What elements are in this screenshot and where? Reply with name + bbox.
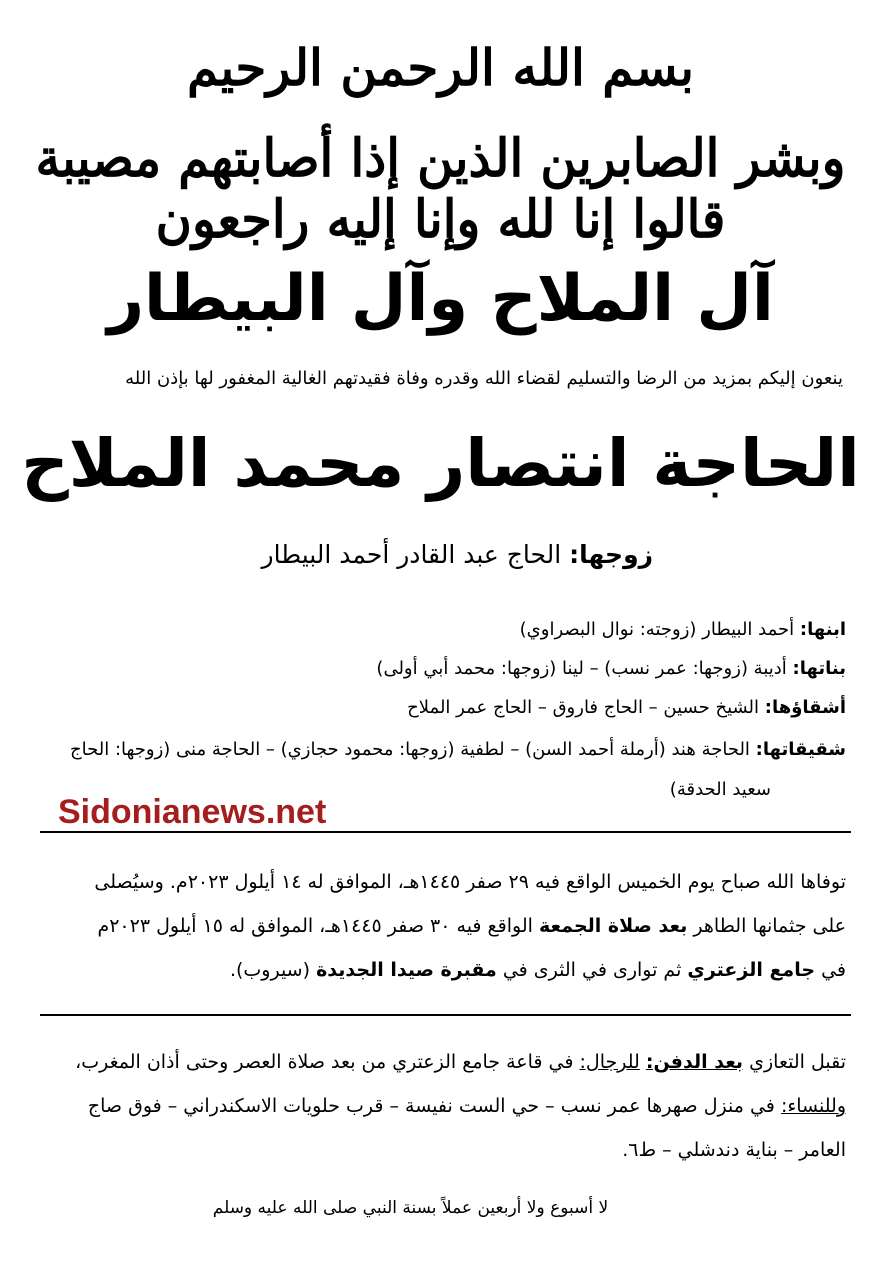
website-watermark: Sidonianews.net <box>58 793 327 831</box>
mosque-name: جامع الزعتري <box>687 959 816 981</box>
brothers-line <box>30 689 846 727</box>
funeral-line-3 <box>36 948 846 992</box>
condolences-intro: تقبل التعازي <box>749 1051 846 1073</box>
announcement-text: ينعون إليكم بمزيد من الرضا والتسليم لقضاء الله وقدره وفاة فقيدتهم الغالية المغفور لها بإذن الله <box>125 368 843 389</box>
husband-line <box>150 540 653 569</box>
brothers-value: الشيخ حسين – الحاج فاروق – الحاج عمر الملاح <box>407 697 760 718</box>
son-label: ابنها: <box>799 619 846 640</box>
deceased-name: الحاجة انتصار محمد الملاح <box>21 425 860 502</box>
husband-label: زوجها: <box>569 540 653 569</box>
quran-verse-calligraphy: وبشر الصابرين الذين إذا أصابتهم مصيبة قالوا إنا لله وإنا إليه راجعون <box>35 128 846 250</box>
funeral-line-2-start: على جثمانها الطاهر <box>693 915 846 937</box>
friday-prayer-text: بعد صلاة الجمعة <box>538 915 688 937</box>
brothers-label: أشقاؤها: <box>764 697 846 718</box>
cemetery-name: مقبرة صيدا الجديدة <box>316 959 497 981</box>
sisters-label: شقيقاتها: <box>755 739 846 760</box>
condolences-men-line <box>36 1040 846 1084</box>
funeral-line-3-end: (سيروب). <box>229 959 311 981</box>
sisters-value: الحاجة هند (أرملة أحمد السن) – لطفية (زوجها: محمود حجازي) – الحاجة منى (زوجها: الحاج <box>70 739 750 760</box>
funeral-line-2 <box>36 904 846 948</box>
divider-bottom <box>40 1014 851 1016</box>
husband-name: الحاج عبد القادر أحمد البيطار <box>261 540 562 569</box>
funeral-line-3-in: في <box>821 959 846 981</box>
after-burial-label: بعد الدفن: <box>645 1051 744 1073</box>
son-line <box>30 611 846 649</box>
son-value: أحمد البيطار (زوجته: نوال البصراوي) <box>519 619 795 640</box>
condolences-women-line-continued: العامر – بناية دندشلي – ط٦. <box>622 1139 846 1161</box>
funeral-line-3-mid: ثم توارى في الثرى في <box>502 959 682 981</box>
daughters-label: بناتها: <box>792 658 846 679</box>
divider-top <box>40 831 851 833</box>
sisters-line-continued: سعيد الحدقة) <box>669 779 771 800</box>
condolences-women-line <box>36 1084 846 1128</box>
funeral-line-2-end: الواقع فيه ٣٠ صفر ١٤٤٥هـ، الموافق له ١٥ أيلول ٢٠٢٣م <box>97 915 533 937</box>
basmala-calligraphy: بسم الله الرحمن الرحيم <box>186 38 695 97</box>
men-text: في قاعة جامع الزعتري من بعد صلاة العصر وحتى أذان المغرب، <box>75 1051 574 1073</box>
sisters-line <box>30 731 846 769</box>
women-label: وللنساء: <box>780 1095 846 1117</box>
daughters-value: أديبة (زوجها: عمر نسب) – لينا (زوجها: محمد أبي أولى) <box>376 658 787 679</box>
families-title: آل الملاح وآل البيطار <box>107 262 774 336</box>
footer-note: لا أسبوع ولا أربعين عملاً بسنة النبي صلى الله عليه وسلم <box>212 1198 609 1218</box>
women-text: في منزل صهرها عمر نسب – حي الست نفيسة – قرب حلويات الاسكندراني – فوق صاج <box>87 1095 775 1117</box>
funeral-line-1: توفاها الله صباح يوم الخميس الواقع فيه ٢٩ صفر ١٤٤٥هـ، الموافق له ١٤ أيلول ٢٠٢٣م. وسيُصلى <box>94 871 846 893</box>
men-label: للرجال: <box>579 1051 640 1073</box>
daughters-line <box>30 650 846 688</box>
